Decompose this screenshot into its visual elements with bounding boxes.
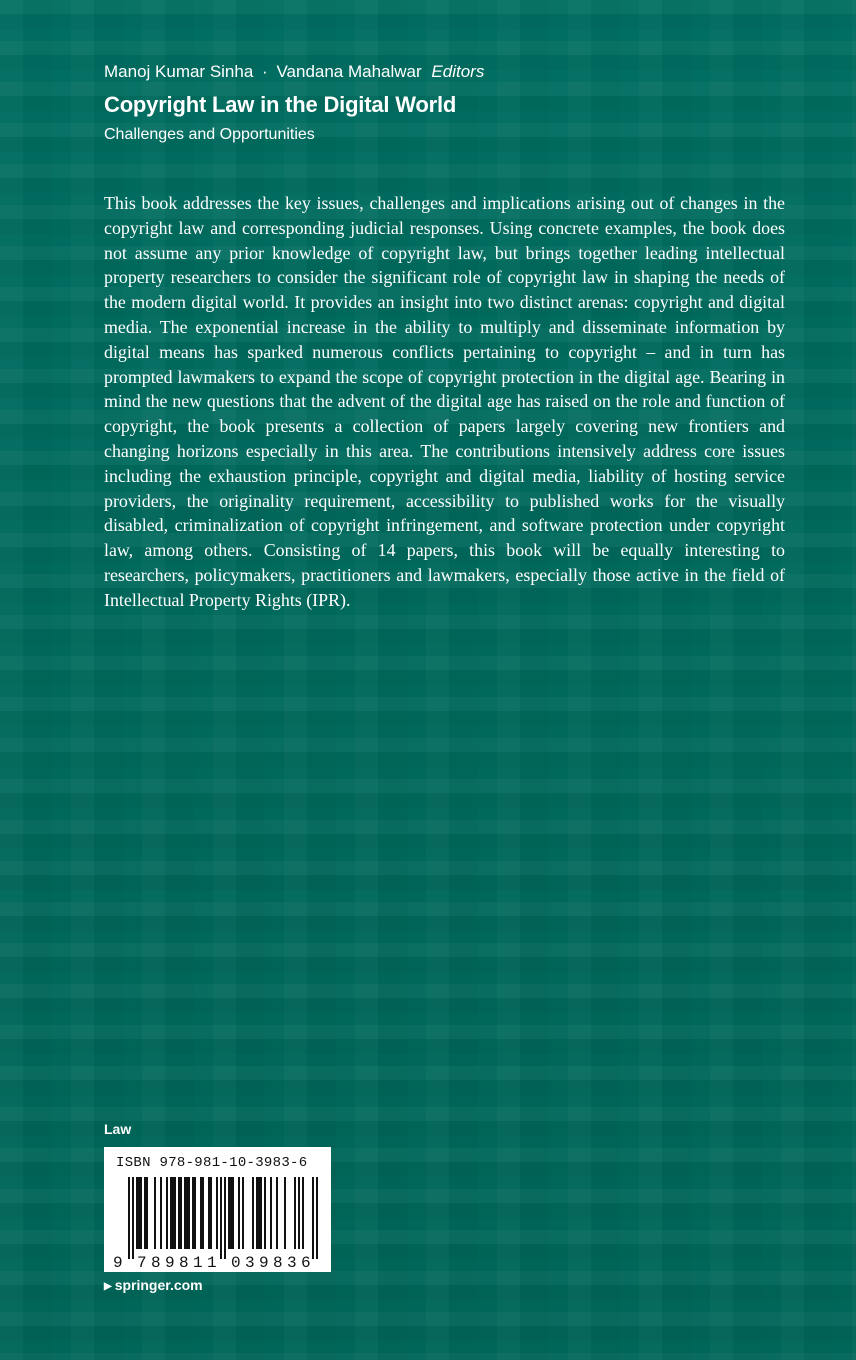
barcode-bar [194, 1177, 196, 1249]
book-description: This book addresses the key issues, challenges and implications arising out of changes in the copyright law and corresponding judicial responses. Using concrete examples, the book does not assume any prior knowledge of copyright law, but brings together leading intellectual property researchers to consider the significant role of copyright law in shaping the needs of the modern digital world. It provides an insight into two distinct arenas: copyright and digital media. The exponential increase in the ability to multiply and disseminate information by digital means has sparked numerous conflicts pertaining to copyright – and in turn has prompted lawmakers to expand the scope of copyright protection in the digital age. Bearing in mind the new questions that the advent of the digital age has raised on the role and function of copyright, the book presents a collection of papers largely covering new frontiers and changing horizons especially in this area. The contributions intensively address core issues including the exhaustion principle, copyright and digital media, liability of hosting service providers, the originality requirement, accessibility to published works for the visually disabled, criminalization of copyright infringement, and software protection under copyright law, among others. Consisting of 14 papers, this book will be equally interesting to researchers, policymakers, practitioners and lawmakers, especially those active in the field of Intellectual Property Rights (IPR). [104, 193, 785, 610]
barcode-graphic [104, 1147, 331, 1272]
barcode-bar [294, 1177, 296, 1249]
barcode-bar [136, 1177, 138, 1249]
barcode-bar [192, 1177, 194, 1249]
book-title: Copyright Law in the Digital World [104, 92, 457, 117]
barcode-bar [154, 1177, 156, 1249]
barcode-bar [140, 1177, 142, 1249]
barcode-bar [210, 1177, 212, 1249]
barcode-bar [200, 1177, 202, 1249]
barcode-bar [264, 1177, 266, 1249]
barcode-digits-text: 7 [137, 1254, 147, 1272]
editors-line [104, 62, 484, 82]
barcode-digits-text: 3 [287, 1254, 297, 1272]
barcode-bar [252, 1177, 254, 1249]
barcode-bar [298, 1177, 300, 1249]
barcode-digits-text: 8 [179, 1254, 189, 1272]
barcode-bar [224, 1177, 226, 1259]
barcode-bar [174, 1177, 176, 1249]
barcode-bar [170, 1177, 172, 1249]
barcode-digits-text: 1 [207, 1254, 217, 1272]
barcode-bar [186, 1177, 188, 1249]
barcode-bar [260, 1177, 262, 1249]
barcode-bar [146, 1177, 148, 1249]
barcode-bar [238, 1177, 240, 1249]
barcode-bar [180, 1177, 182, 1249]
barcode-digits-text: 0 [231, 1254, 241, 1272]
editor-separator: · [262, 62, 268, 81]
barcode-bar [138, 1177, 140, 1249]
barcode-bar [208, 1177, 210, 1249]
editor-name: Vandana Mahalwar [276, 62, 422, 81]
barcode-digits-text: 8 [273, 1254, 283, 1272]
editors-role: Editors [431, 62, 485, 81]
barcode-bar [166, 1177, 168, 1249]
barcode-bar [302, 1177, 304, 1249]
barcode-bar [256, 1177, 258, 1249]
barcode-bar [132, 1177, 134, 1259]
barcode-digits-text: 9 [113, 1254, 123, 1272]
subject-category: Law [104, 1121, 132, 1137]
barcode-digits-text: 9 [259, 1254, 269, 1272]
barcode-bar [316, 1177, 318, 1259]
barcode-digits-text: 9 [165, 1254, 175, 1272]
barcode-digits-text: 6 [301, 1254, 311, 1272]
barcode-bar [232, 1177, 234, 1249]
barcode-bar [202, 1177, 204, 1249]
barcode-bar [172, 1177, 174, 1249]
barcode-bar [184, 1177, 186, 1249]
barcode-bar [312, 1177, 314, 1259]
barcode-bar [128, 1177, 130, 1259]
barcode-bar [160, 1177, 162, 1249]
barcode-bar [228, 1177, 230, 1249]
barcode-bar [270, 1177, 272, 1249]
isbn-barcode [104, 1147, 331, 1272]
book-subtitle: Challenges and Opportunities [104, 126, 315, 143]
triangle-right-icon: ▶ [104, 1281, 112, 1292]
barcode-bar [284, 1177, 286, 1249]
barcode-digits-text: 3 [245, 1254, 255, 1272]
barcode-bar [188, 1177, 190, 1249]
website-label: springer.com [114, 1277, 203, 1293]
publisher-website[interactable] [104, 1277, 203, 1293]
barcode-bar [258, 1177, 260, 1249]
barcode-digits-text: 1 [193, 1254, 203, 1272]
barcode-bar [242, 1177, 244, 1249]
barcode-bar [276, 1177, 278, 1249]
barcode-bar [144, 1177, 146, 1249]
barcode-bar [220, 1177, 222, 1259]
barcode-bar [216, 1177, 218, 1249]
barcode-digits-text: 8 [151, 1254, 161, 1272]
barcode-bar [178, 1177, 180, 1249]
barcode-bar [230, 1177, 232, 1249]
editor-name: Manoj Kumar Sinha [104, 62, 254, 81]
isbn-label: ISBN 978-981-10-3983-6 [116, 1155, 308, 1171]
